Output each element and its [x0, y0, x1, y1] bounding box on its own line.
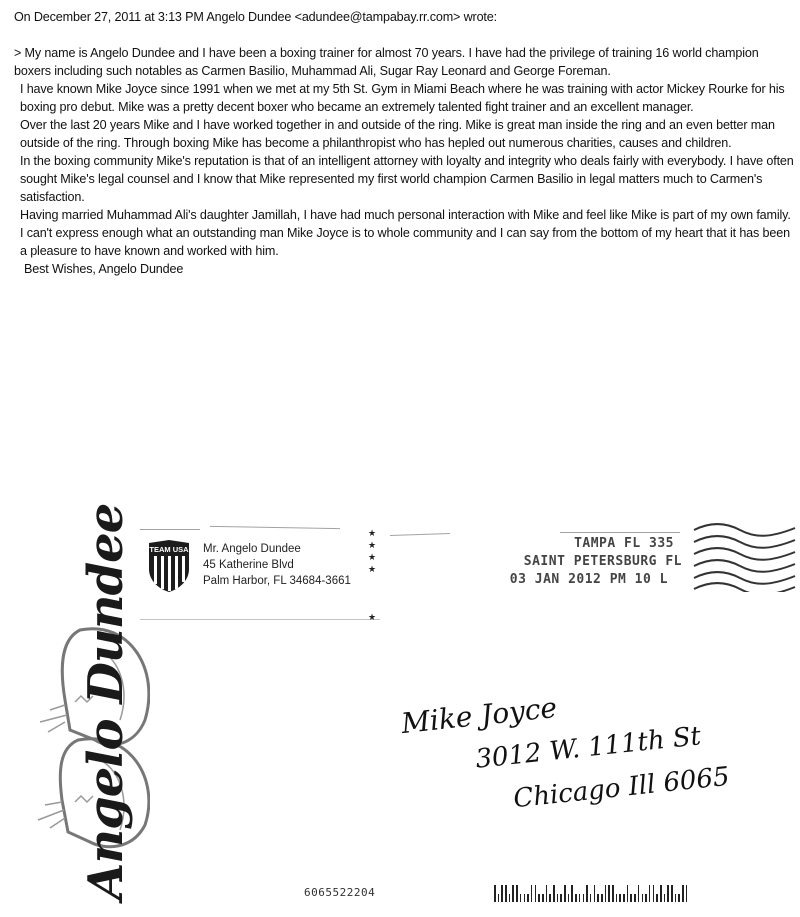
barcode-bar: [619, 894, 621, 902]
barcode-bar: [516, 885, 518, 902]
barcode-bar: [678, 894, 680, 902]
barcode-bar: [638, 885, 640, 902]
barcode-bar: [586, 885, 588, 902]
barcode-bar: [642, 894, 644, 902]
barcode-bar: [579, 894, 581, 902]
sender-city: Palm Harbor, FL 34684-3661: [203, 575, 351, 587]
email-paragraph: Having married Muhammad Ali's daughter Jamillah, I have had much personal interaction with Mike and feel like Mike is part of my own family. I can't express enough what an outstanding man Mike Joyce is to whole community and I can say from the bottom of my heart that it has been a pleasure to have known and worked with him.: [20, 208, 791, 258]
barcode-bar: [686, 885, 688, 902]
star-icon: ★: [368, 529, 377, 539]
email-signoff: Best Wishes, Angelo Dundee: [24, 262, 184, 276]
barcode-bar: [634, 894, 636, 902]
barcode-bar: [649, 885, 651, 902]
barcode-bar: [630, 894, 632, 902]
email-paragraph: I have known Mike Joyce since 1991 when we met at my 5th St. Gym in Miami Beach where he was training with actor Mickey Rourke for his boxing pro debut. Mike was a pretty decent boxer who became an extremely talented fight trainer and an excellent manager.: [20, 82, 785, 114]
barcode-bar: [538, 894, 540, 902]
barcode-bar: [601, 894, 603, 902]
postmark-line-2: SAINT PETERSBURG FL: [523, 554, 682, 569]
barcode-bar: [542, 894, 544, 902]
barcode-bar: [653, 885, 655, 902]
zip-barcode-number: 6065522204: [304, 886, 376, 899]
star-icon: ★: [368, 565, 377, 575]
email-quote-header: On December 27, 2011 at 3:13 PM Angelo Dundee <adundee@tampabay.rr.com> wrote:: [14, 10, 497, 24]
barcode-bar: [627, 885, 629, 902]
barcode-bar: [546, 885, 548, 902]
email-body: [14, 8, 796, 278]
envelope-fold-line: [140, 619, 380, 620]
barcode-bar: [590, 894, 592, 902]
envelope-top-edge: [140, 529, 200, 530]
barcode-bar: [660, 885, 662, 902]
barcode-bar: [583, 894, 585, 902]
angelo-dundee-logo: Angelo Dundee: [78, 503, 134, 900]
postmark: [510, 535, 682, 589]
barcode-bar: [557, 894, 559, 902]
barcode-bar: [524, 894, 526, 902]
barcode-bar: [564, 885, 566, 902]
barcode-bar: [505, 885, 507, 902]
barcode-bar: [535, 885, 537, 902]
recipient-name: Mike Joyce: [399, 690, 559, 741]
barcode-bar: [568, 894, 570, 902]
barcode-bar: [520, 894, 522, 902]
envelope-top-edge: [560, 532, 680, 533]
barcode-bar: [664, 894, 666, 902]
return-address: [203, 541, 351, 589]
postmark-line-3: 03 JAN 2012 PM 10 L: [509, 572, 668, 587]
barcode-bar: [575, 894, 577, 902]
barcode-bar: [682, 885, 684, 902]
postmark-line-1: TAMPA FL 335: [574, 536, 674, 551]
barcode-bar: [560, 894, 562, 902]
barcode-bar: [498, 894, 500, 902]
recipient-street: 3012 W. 111th St: [474, 721, 703, 775]
postal-barcode: [494, 884, 687, 902]
barcode-bar: [616, 894, 618, 902]
sender-name: Mr. Angelo Dundee: [203, 543, 301, 555]
barcode-bar: [512, 885, 514, 902]
barcode-bar: [623, 894, 625, 902]
barcode-bar: [494, 885, 496, 902]
postal-cancellation-waves-icon: [690, 522, 800, 592]
stamp-perforation-stars: [368, 528, 380, 624]
barcode-bar: [501, 885, 503, 902]
sender-street: 45 Katherine Blvd: [203, 559, 294, 571]
email-paragraph: Over the last 20 years Mike and I have worked together in and outside of the ring. Mike is great man inside the ring and an even better man outside of the ring. Through boxing Mike has become a philanthropist who has hepled out numerous charities, causes and children.: [20, 118, 775, 150]
star-icon: ★: [368, 613, 377, 623]
barcode-bar: [553, 885, 555, 902]
email-paragraph: > My name is Angelo Dundee and I have been a boxing trainer for almost 70 years. I have had the privilege of training 16 world champion boxers including such notables as Carmen Basilio, Muhammad Ali, Sugar Ray Leonard and George Foreman.: [14, 46, 759, 78]
barcode-bar: [594, 885, 596, 902]
recipient-city: Chicago Ill 6065: [512, 761, 731, 815]
barcode-bar: [605, 885, 607, 902]
barcode-bar: [671, 885, 673, 902]
barcode-bar: [571, 885, 573, 902]
shield-text: TEAM USA: [149, 545, 189, 554]
barcode-bar: [612, 885, 614, 902]
barcode-bar: [597, 894, 599, 902]
barcode-bar: [608, 885, 610, 902]
email-paragraph: In the boxing community Mike's reputation is that of an intelligent attorney with loyalty and integrity who deals fairly with everybody. I have often sought Mike's legal counsel and I know that Mike represented my first world champion Carmen Basilio in legal matters much to Carmen's satisfaction.: [20, 154, 794, 204]
star-icon: ★: [368, 553, 377, 563]
barcode-bar: [645, 894, 647, 902]
barcode-bar: [675, 894, 677, 902]
barcode-bar: [667, 885, 669, 902]
barcode-bar: [656, 894, 658, 902]
barcode-bar: [531, 885, 533, 902]
star-icon: ★: [368, 541, 377, 551]
team-usa-shield-icon: [147, 539, 191, 593]
barcode-bar: [549, 894, 551, 902]
barcode-bar: [509, 894, 511, 902]
recipient-address-handwritten: [395, 690, 795, 835]
barcode-bar: [527, 894, 529, 902]
